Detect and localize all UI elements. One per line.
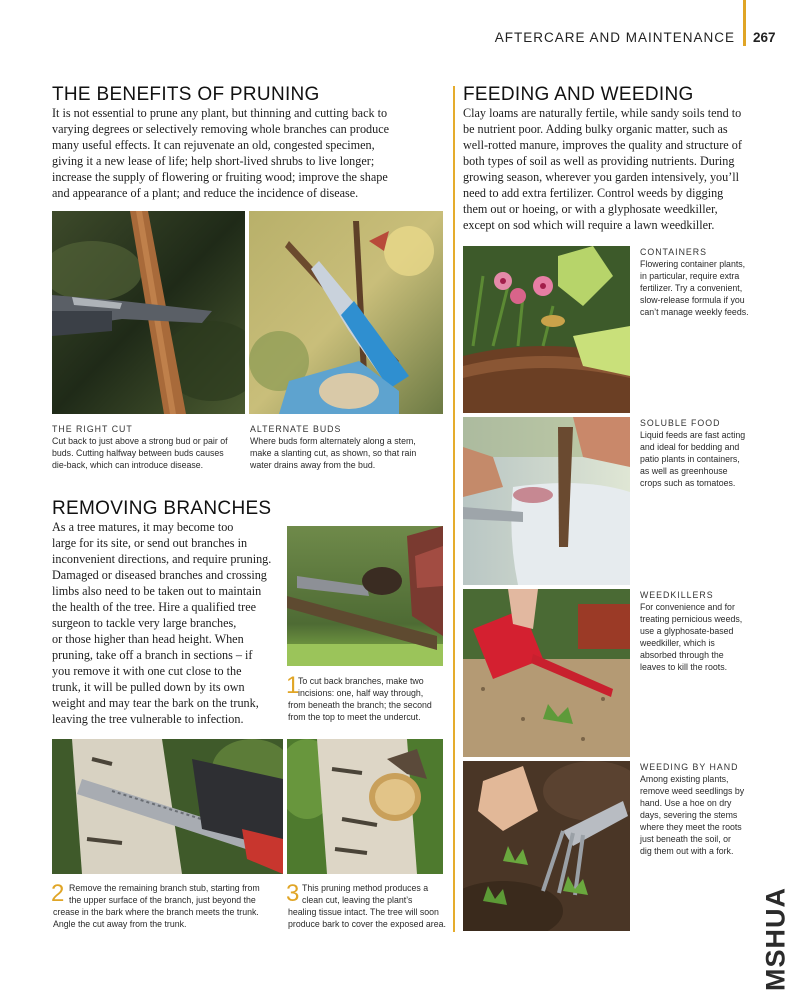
text-line: increase the supply of flowering or fruiting wood; improve the shape (52, 170, 388, 184)
caption-line: Among existing plants, (640, 774, 729, 784)
removing-heading: REMOVING BRANCHES (52, 498, 272, 519)
caption-line: hand. Use a hoe on dry (640, 798, 732, 808)
text-line: or those higher than head height. When (52, 632, 244, 646)
text-line: well-rotted manure, improves the quality and structure of (463, 138, 742, 152)
photo-soluble-food (463, 417, 630, 585)
caption-line: incisions: one, half way through, (298, 688, 424, 698)
step-1-number: 1 (286, 672, 300, 699)
text-line: trunk, it will be pulled down by its own (52, 680, 245, 694)
text-line: large for its site, or send out branches in (52, 536, 248, 550)
text-line: surgeon to tackle very large branches, (52, 616, 237, 630)
text-line: inconvenient directions, and require pruning. (52, 552, 272, 566)
caption-line: leaves to kill the roots. (640, 662, 728, 672)
text-line: both types of soil as well as providing nutrients. During (463, 154, 735, 168)
text-line: limbs also need to be taken out to maintain (52, 584, 262, 598)
watermark-text: MSHUA (760, 887, 791, 991)
caption-title: CONTAINERS (640, 247, 708, 257)
text-line: the health of the tree. Hire a qualified tree (52, 600, 257, 614)
caption-weeding-by-hand (640, 761, 770, 857)
caption-line: slow-release formula if you (640, 295, 745, 305)
caption-line: Angle the cut away from the trunk. (53, 919, 187, 929)
caption-line: Liquid feeds are fast acting (640, 430, 746, 440)
benefits-body (52, 105, 447, 201)
caption-line: To cut back branches, make two (298, 676, 424, 686)
step-2-caption (53, 882, 283, 930)
feeding-heading: FEEDING AND WEEDING (463, 84, 694, 105)
text-line: It is not essential to prune any plant, but thinning and cutting back to (52, 106, 388, 120)
text-line: growing season, wherever you garden intensively, you’ll (463, 170, 740, 184)
caption-line: weedkiller, which is (640, 638, 715, 648)
page-number: 267 (753, 30, 776, 45)
feeding-body (463, 105, 763, 233)
caption-line: can’t manage weekly feeds. (640, 307, 749, 317)
caption-line: healing tissue intact. The tree will soon (288, 907, 439, 917)
text-line: Damaged or diseased branches and crossing (52, 568, 267, 582)
step-2-number: 2 (51, 880, 65, 907)
caption-line: absorbed through the (640, 650, 724, 660)
caption-containers (640, 246, 770, 318)
caption-line: water drains away from the bud. (250, 460, 376, 470)
caption-line: crease in the bark where the branch meets the trunk. (53, 907, 259, 917)
caption-line: This pruning method produces a (302, 883, 429, 893)
caption-title: SOLUBLE FOOD (640, 418, 721, 428)
step-3-number: 3 (286, 880, 300, 907)
caption-right-cut (52, 423, 247, 471)
text-line: be nutrient poor. Adding bulky organic matter, such as (463, 122, 728, 136)
photo-weeding-by-hand (463, 761, 630, 931)
text-line: Clay loams are naturally fertile, while sandy soils tend to (463, 106, 742, 120)
text-line: pruning, take off a branch in sections – if (52, 648, 253, 662)
caption-weedkillers (640, 589, 770, 673)
text-line: weight and may tear the bark on the trunk, (52, 696, 259, 710)
photo-step-2 (52, 739, 283, 874)
text-line: and appearance of a plant; and reduce the incidence of disease. (52, 186, 359, 200)
photo-containers (463, 246, 630, 413)
caption-line: fertilizer. Try a convenient, (640, 283, 743, 293)
column-divider (453, 86, 455, 932)
caption-title: WEEDKILLERS (640, 590, 714, 600)
text-line: many useful effects. It can rejuvenate an old, congested specimen, (52, 138, 375, 152)
photo-alternate-buds (249, 211, 443, 414)
caption-line: die-back, which can introduce disease. (52, 460, 204, 470)
text-line: need to add extra fertilizer. Control weeds by digging (463, 186, 724, 200)
text-line: except on sod which will require a lawn weedkiller. (463, 218, 715, 232)
caption-line: crops such as tomatoes. (640, 478, 736, 488)
step-1-caption (286, 672, 448, 723)
caption-soluble-food (640, 417, 770, 489)
photo-step-1 (287, 526, 443, 666)
caption-title: ALTERNATE BUDS (250, 424, 342, 434)
benefits-heading: THE BENEFITS OF PRUNING (52, 84, 320, 105)
caption-line: clean cut, leaving the plant’s (302, 895, 413, 905)
caption-line: as well as greenhouse (640, 466, 728, 476)
caption-line: Remove the remaining branch stub, starting from (69, 883, 260, 893)
caption-line: Where buds form alternately along a stem, (250, 436, 416, 446)
watermark (757, 884, 795, 994)
removing-body (52, 519, 282, 727)
caption-line: treating pernicious weeds, (640, 614, 743, 624)
caption-line: For convenience and for (640, 602, 735, 612)
caption-line: produce bark to cover the exposed area. (288, 919, 446, 929)
text-line: giving it a new lease of life; help short-lived shrubs to live longer; (52, 154, 375, 168)
caption-line: and ideal for bedding and (640, 442, 740, 452)
caption-line: dig them out with a fork. (640, 846, 734, 856)
header-accent-rule (743, 0, 746, 46)
caption-line: patio plants in containers, (640, 454, 740, 464)
caption-line: Flowering container plants, (640, 259, 746, 269)
caption-line: use a glyphosate-based (640, 626, 734, 636)
text-line: you remove it with one cut close to the (52, 664, 242, 678)
text-line: leaving the tree vulnerable to infection. (52, 712, 244, 726)
caption-alternate-buds (250, 423, 445, 471)
running-head: AFTERCARE AND MAINTENANCE (494, 30, 735, 45)
caption-line: the upper surface of the branch, just beyond the (69, 895, 256, 905)
caption-line: days, severing the stems (640, 810, 738, 820)
caption-line: remove weed seedlings by (640, 786, 745, 796)
text-line: As a tree matures, it may become too (52, 520, 234, 534)
text-line: them out or hoeing, or with a glyphosate weedkiller, (463, 202, 718, 216)
caption-line: in particular, require extra (640, 271, 740, 281)
caption-line: from beneath the branch; the second (288, 700, 432, 710)
caption-title: WEEDING BY HAND (640, 762, 739, 772)
caption-line: from the top to meet the undercut. (288, 712, 421, 722)
text-line: varying degrees or selectively removing whole branches can produce (52, 122, 390, 136)
photo-weedkillers (463, 589, 630, 757)
photo-step-3 (287, 739, 443, 874)
photo-right-cut (52, 211, 245, 414)
caption-line: just beneath the soil, or (640, 834, 731, 844)
caption-line: where they meet the roots (640, 822, 742, 832)
caption-line: make a slanting cut, as shown, so that rain (250, 448, 417, 458)
caption-title: THE RIGHT CUT (52, 424, 133, 434)
step-3-caption (288, 882, 448, 930)
caption-line: Cut back to just above a strong bud or pair of (52, 436, 228, 446)
caption-line: buds. Cutting halfway between buds causes (52, 448, 224, 458)
